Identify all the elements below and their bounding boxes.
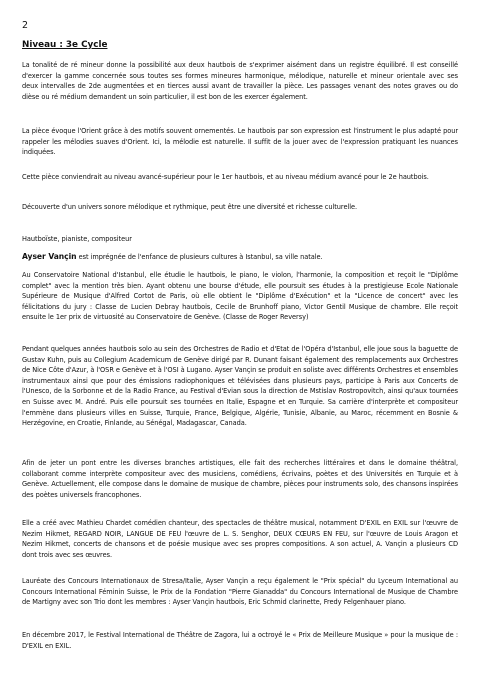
paragraph-research: Afin de jeter un pont entre les diverses branches artistiques, elle fait des recherches littéraires et dans le domaine théâtral, collaborant comme interprète compositeur avec des musiciens, comédiens, écrivains, poètes et des Universités en Turquie et à Genève. Actuellement, elle compose dans le domaine de musique de chambre, pièces pour instruments solo, des chansons inspirées des poètes universels francophones. bbox=[22, 459, 458, 499]
level-heading: Niveau : 3e Cycle bbox=[22, 40, 108, 50]
composer-name: Ayser Vançin bbox=[22, 252, 77, 261]
paragraph-career: Pendant quelques années hautbois solo au sein des Orchestres de Radio et d'Etat de l'Opéra d'Istanbul, elle joue sous la baguette de Gustav Kuhn, puis au Collegium Academicum de Genève dirigé par R. Dunant faisant également des remplacements aux Orchestres de Nice Côte d'Azur, à l'OSR e Genève et à l'OSI à Lugano. Ayser Vançin se produit en soliste avec différents Orchestres et ensembles instrumentaux ainsi que pour des émissions radiophoniques et télévisées dans plusieurs pays, participe à Paris aux Concerts de l'Unesco, de la Sorbonne et de la Radio France, au Festival d'Evian sous la direction de Mstislav Rostropovitch, ainsi qu'aux tournées en Suisse avec M. André. Puis elle poursuit ses tournées en Italie, Espagne et en Turquie. Sa carrière d'interprète et compositeur l'emmène dans plusieurs villes en Suisse, Turquie, France, Belgique, Algérie, Tunisie, Albanie, au Maroc, récemment en Bosnie & Herzégovine, en Croatie, Finlande, au Sénégal, Madagascar, Canada. bbox=[22, 345, 458, 428]
paragraph-role: Hautboïste, pianiste, compositeur bbox=[22, 235, 132, 243]
paragraph-intro bbox=[22, 252, 458, 263]
paragraph-tonality: La tonalité de ré mineur donne la possibilité aux deux hautbois de s'exprimer aisément dans un registre équilibré. Il est conseillé d'exercer la gamme concernée sous toutes ses formes mineures harmonique, mélodique, naturelle et mineur orientale avec ses deux intervalles de 2de augmentées et en tierces aussi avant de travailler la pièce. Les passages venant des notes graves ou do dièse ou ré médium demandent un soin particulier, il est bon de les exercer également. bbox=[22, 61, 458, 101]
page-number: 2 bbox=[22, 20, 29, 31]
paragraph-studies: Au Conservatoire National d'Istanbul, elle étudie le hautbois, le piano, le violon, l'harmonie, la composition et reçoit le "Diplôme complet" avec la mention très bien. Ayant obtenu une bourse d'étude, elle poursuit ses études à la prestigieuse Ecole Nationale Supérieure de Musique d'Alfred Cortot de Paris, où elle obtient le "Diplôme d'Exécution" et la "Licence de concert" avec les félicitations du jury : Classe de Lucien Debray hautbois, Cecile de Brunhoff piano, Victor Gentil Musique de chambre. Elle reçoit ensuite le 1er prix de virtuosité au Conservatoire de Genève. (Classe de Roger Reversy) bbox=[22, 271, 458, 322]
paragraph-awards: Lauréate des Concours Internationaux de Stresa/Italie, Ayser Vançin a reçu également le "Prix spécial" du Lyceum International au Concours International Féminin Suisse, le Prix de la Fondation "Pierre Gianadda" du Concours International de Musique de Chambre de Martigny avec son Trio dont les membres : Ayser Vançin hautbois, Eric Schmid clarinette, Fredy Felgenhauer piano. bbox=[22, 577, 458, 607]
paragraph-orient: La pièce évoque l'Orient grâce à des motifs souvent ornementés. Le hautbois par son expression est l'instrument le plus adapté pour rappeler les mélodies suaves d'Orient. Ici, la mélodie est naturelle. Il suffit de la jouer avec de l'expression pratiquant les nuances indiquées. bbox=[22, 127, 458, 157]
paragraph-creations: Elle a créé avec Mathieu Chardet comédien chanteur, des spectacles de théâtre musical, notamment D'EXIL en EXIL sur l'œuvre de Nezim Hikmet, REGARD NOIR, LANGUE DE FEU l'œuvre de L. S. Senghor, DEUX CŒURS EN FEU, sur l'œuvre de Louis Aragon et Nezim Hikmet, concerts de chansons et de poésie musique avec ses propres compositions. A son actuel, A. Vançin a plusieurs CD dont trois avec ses œuvres. bbox=[22, 519, 458, 559]
paragraph-level: Cette pièce conviendrait au niveau avancé-supérieur pour le 1er hautbois, et au niveau médium avancé pour le 2e hautbois. bbox=[22, 173, 429, 181]
paragraph-prize: En décembre 2017, le Festival International de Théâtre de Zagora, lui a octroyé le « Prix de Meilleure Musique » pour la musique de : D'EXIL en EXIL. bbox=[22, 631, 458, 650]
intro-text: est imprégnée de l'enfance de plusieurs cultures à Istanbul, sa ville natale. bbox=[76, 253, 323, 261]
paragraph-discovery: Découverte d'un univers sonore mélodique et rythmique, peut être une diversité et richesse culturelle. bbox=[22, 203, 358, 211]
